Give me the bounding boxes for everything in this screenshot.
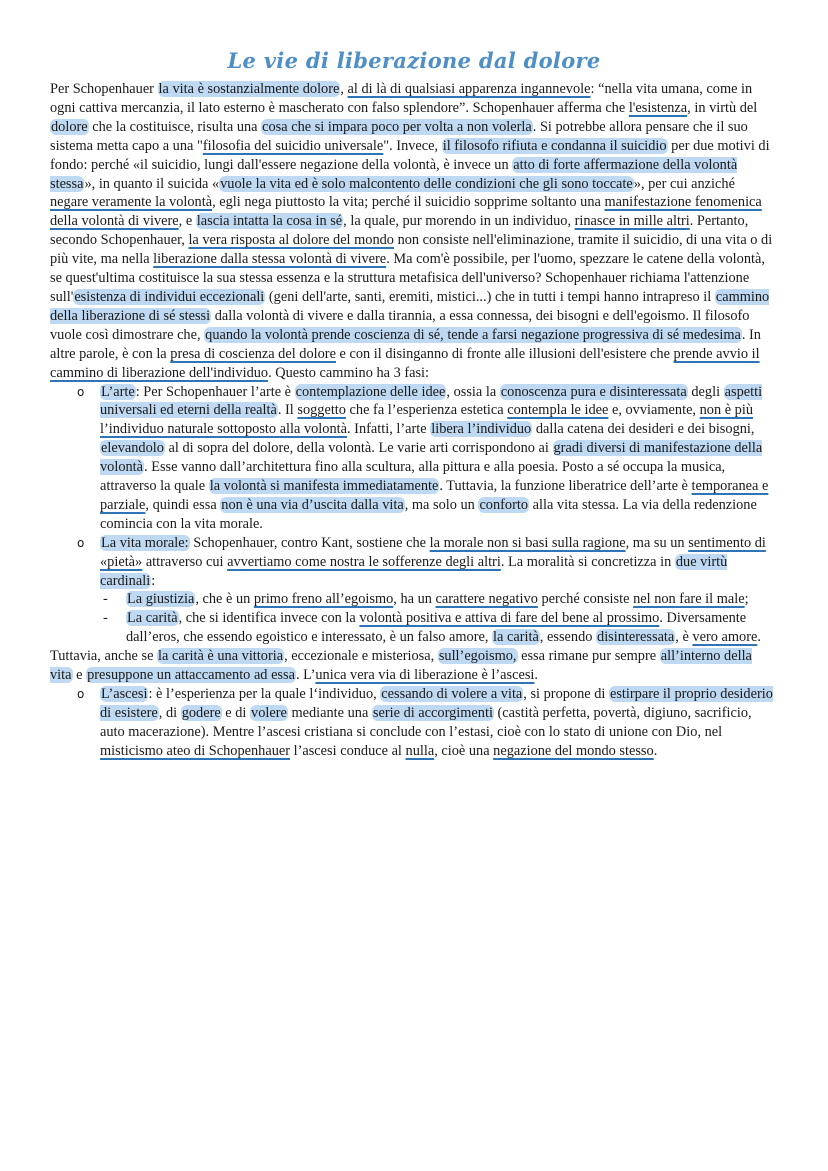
text-run: . bbox=[757, 629, 761, 646]
text-run: , egli nega piuttosto la vita; perché il suicidio sopprime soltanto una bbox=[212, 194, 605, 211]
text-run: . bbox=[534, 667, 538, 684]
text-run: », per cui anziché bbox=[633, 175, 735, 192]
virtues-list bbox=[100, 590, 775, 647]
highlighted-phrase: lascia intatta la cosa in sé bbox=[196, 213, 343, 230]
highlighted-phrase: La vita morale: bbox=[101, 534, 189, 551]
text-run: , che è un bbox=[195, 591, 254, 608]
text-run: e di bbox=[221, 704, 251, 721]
highlighted-phrase: estirpare il proprio desiderio di esistere bbox=[100, 686, 773, 721]
text-run: ; bbox=[744, 591, 749, 608]
highlighted-phrase: sull’egoismo, bbox=[438, 648, 517, 665]
highlighted-phrase: La carità bbox=[127, 610, 178, 627]
text-run: attraverso cui bbox=[142, 553, 228, 570]
highlighted-phrase: conoscenza pura e disinteressata bbox=[500, 383, 687, 400]
highlighted-phrase: la carità è una vittoria bbox=[158, 648, 284, 665]
text-run: . Infatti, l’arte bbox=[347, 421, 431, 438]
highlighted-phrase: L’arte bbox=[101, 383, 135, 400]
underlined-phrase: volontà positiva e attiva di fare del bene al prossimo bbox=[359, 610, 660, 627]
text-run: . Si potrebbe allora pensare che il suo sistema metta capo a una " bbox=[50, 118, 748, 154]
highlighted-phrase: cosa che si impara poco per volta a non volerla bbox=[262, 118, 532, 135]
underlined-phrase: vero amore bbox=[692, 629, 758, 646]
text-run: , ossia la bbox=[446, 383, 500, 400]
text-run: , si propone di bbox=[523, 686, 609, 702]
highlighted-phrase: dolore bbox=[51, 118, 88, 135]
underlined-phrase: negare veramente la volontà bbox=[50, 194, 213, 211]
underlined-phrase: temporanea e parziale bbox=[100, 478, 769, 513]
highlighted-phrase: la carità bbox=[493, 629, 539, 646]
underlined-phrase: primo freno all’egoismo bbox=[253, 591, 394, 608]
phases-list-ascesi bbox=[50, 685, 775, 761]
text-run: : è l’esperienza per la quale l‘individuo, bbox=[148, 686, 381, 702]
text-run: essa rimane pur sempre bbox=[517, 648, 660, 665]
highlighted-phrase: contemplazione delle idee bbox=[295, 383, 446, 400]
text-run: che la costituisce, risulta una bbox=[88, 118, 262, 135]
text-run: , di bbox=[158, 704, 181, 721]
intro-paragraph bbox=[50, 80, 775, 383]
highlighted-phrase: volere bbox=[251, 704, 287, 721]
underlined-phrase: filosofia del suicidio universale bbox=[202, 137, 384, 154]
text-run: , ha un bbox=[393, 591, 436, 608]
text-run: ". Invece, bbox=[383, 137, 442, 154]
underlined-phrase: nel non fare il male bbox=[633, 591, 745, 608]
text-run: l’ascesi conduce al bbox=[290, 742, 406, 759]
underlined-phrase: sentimento di «pietà» bbox=[100, 534, 766, 570]
text-run: . Esse vanno dall’architettura fino alla scultura, alla pittura e alla poesia. Posto a sé occupa la musica, attraverso la quale bbox=[100, 459, 726, 495]
document-body bbox=[50, 80, 775, 761]
text-run: , che si identifica invece con la bbox=[178, 610, 360, 627]
text-run: (castità perfetta, povertà, digiuno, sacrificio, auto macerazione). Mentre l’ascesi cristiana si conclude con l’estasi, cioè con lo stato di unione con Dio, nel bbox=[100, 704, 752, 740]
text-run: Per Schopenhauer bbox=[50, 81, 158, 97]
text-run: dalla volontà di vivere e dalla tirannia, a essa connessa, dei bisogni e dell'egoismo. Il filosofo vuole così dimostrare che, bbox=[50, 307, 750, 343]
underlined-phrase: rinasce in mille altri bbox=[574, 213, 690, 230]
underlined-phrase: la morale non si basi sulla ragione bbox=[429, 534, 626, 551]
underlined-phrase: l'esistenza bbox=[628, 99, 688, 116]
text-run: : Per Schopenhauer l’arte è bbox=[135, 383, 295, 400]
phase-moral-life-text bbox=[100, 535, 766, 589]
page-title: Le vie di liberazione dal dolore bbox=[227, 48, 601, 73]
text-run: degli bbox=[687, 383, 724, 400]
text-run: , è bbox=[675, 629, 693, 646]
text-run: , e bbox=[178, 213, 196, 230]
highlighted-phrase: gradi diversi di manifestazione della volontà bbox=[100, 440, 763, 476]
text-run: Schopenhauer, contro Kant, sostiene che bbox=[189, 534, 430, 551]
virtue-justice bbox=[100, 590, 775, 609]
highlighted-phrase: conforto bbox=[479, 496, 529, 513]
highlighted-phrase: aspetti universali ed eterni della realtà bbox=[100, 383, 763, 419]
text-run: . In altre parole, è con la bbox=[50, 326, 761, 362]
text-run: . Ma com'è possibile, per l'uomo, spezzare le catene della volontà, se quest'ultima costituisce la sua stessa essenza e la struttura metafisica dell'universo? Schopenhauer richiama l'attenzione sull' bbox=[50, 251, 765, 305]
phases-list bbox=[50, 383, 775, 648]
text-run: per due motivi di fondo: perché «il suicidio, lungi dall'essere negazione della volontà, è invece un bbox=[50, 137, 770, 173]
underlined-phrase: negazione del mondo stesso bbox=[493, 742, 654, 759]
highlighted-phrase: il filosofo rifiuta e condanna il suicidio bbox=[442, 137, 667, 154]
highlighted-phrase: La giustizia bbox=[127, 591, 195, 608]
text-run: . L’ bbox=[295, 667, 316, 684]
text-run: , quindi essa bbox=[145, 496, 221, 513]
highlighted-phrase: la volontà si manifesta immediatamente bbox=[209, 478, 439, 495]
highlighted-phrase: L’ascesi bbox=[101, 686, 148, 702]
underlined-phrase: soggetto bbox=[297, 402, 346, 419]
text-run: non consiste nell'eliminazione, tramite il suicidio, di una vita o di più vite, ma nella bbox=[50, 232, 773, 268]
highlighted-phrase: esistenza di individui eccezionali bbox=[74, 288, 265, 305]
text-run: , eccezionale e misteriosa, bbox=[284, 648, 438, 665]
text-run: e con il disinganno di fronte alle illusioni dell'esistere che bbox=[335, 345, 674, 362]
highlighted-phrase: non è una via d’uscita dalla vita bbox=[221, 496, 404, 513]
text-run: . Questo cammino ha 3 fasi: bbox=[268, 364, 430, 381]
phase-ascesi bbox=[50, 685, 775, 761]
underlined-phrase: non è più l’individuo naturale sottoposto alla volontà bbox=[100, 402, 753, 438]
text-run: e bbox=[72, 667, 87, 684]
virtue-charity-text bbox=[126, 610, 761, 645]
text-run: e, ovviamente, bbox=[608, 402, 700, 419]
highlighted-phrase: all’interno della vita bbox=[50, 648, 752, 684]
text-run: , ma su un bbox=[625, 534, 689, 551]
text-run: , la quale, pur morendo in un individuo, bbox=[343, 213, 575, 230]
underlined-phrase: manifestazione fenomenica della volontà di vivere bbox=[50, 194, 762, 230]
underlined-phrase: misticismo ateo di Schopenhauer bbox=[100, 742, 291, 759]
highlighted-phrase: serie di accorgimenti bbox=[372, 704, 493, 721]
text-run: : “nella vita umana, come in ogni cattiva mercanzia, il lato esterno è mascherato con falso splendore”. Schopenhauer afferma che bbox=[50, 81, 753, 116]
highlighted-phrase: vuole la vita ed è solo malcontento delle condizioni che gli sono toccate bbox=[220, 175, 633, 192]
virtue-charity bbox=[100, 609, 775, 647]
text-run: alla vita stessa. La via della redenzione comincia con la vita morale. bbox=[100, 496, 757, 532]
underlined-phrase: prende avvio il cammino di liberazione dell'individuo bbox=[50, 345, 760, 381]
text-run: al di sopra del dolore, della volontà. Le varie arti corrispondono ai bbox=[164, 440, 553, 457]
underlined-phrase: contempla le idee bbox=[507, 402, 609, 419]
text-run: , cioè una bbox=[434, 742, 494, 759]
text-run: . Il bbox=[277, 402, 298, 419]
text-run: . Tuttavia, la funzione liberatrice dell’arte è bbox=[439, 478, 692, 495]
highlighted-phrase: disinteressata bbox=[597, 629, 675, 646]
text-run: , ma solo un bbox=[404, 496, 479, 513]
underlined-phrase: presa di coscienza del dolore bbox=[170, 345, 336, 362]
highlighted-phrase: presuppone un attaccamento ad essa bbox=[87, 667, 295, 684]
phase-moral-life bbox=[50, 534, 775, 647]
text-run: che fa l’esperienza estetica bbox=[345, 402, 508, 419]
highlighted-phrase: cessando di volere a vita bbox=[381, 686, 523, 702]
text-run: Tuttavia, anche se bbox=[50, 648, 158, 665]
text-run: dalla catena dei desideri e dei bisogni, bbox=[532, 421, 755, 438]
highlighted-phrase: libera l’individuo bbox=[431, 421, 532, 438]
underlined-phrase: avvertiamo come nostra le sofferenze degli altri bbox=[227, 553, 501, 570]
transition-paragraph bbox=[50, 647, 775, 685]
text-run: . Pertanto, secondo Schopenhauer, bbox=[50, 213, 749, 249]
highlighted-phrase: la vita è sostanzialmente dolore bbox=[158, 81, 340, 97]
underlined-phrase: la vera risposta al dolore del mondo bbox=[188, 232, 394, 249]
text-run: : bbox=[151, 572, 156, 589]
underlined-phrase: nulla bbox=[405, 742, 435, 759]
highlighted-phrase: godere bbox=[181, 704, 221, 721]
highlighted-phrase: elevandolo bbox=[101, 440, 164, 457]
underlined-phrase: carattere negativo bbox=[435, 591, 538, 608]
highlighted-phrase: atto di forte affermazione della volontà stessa bbox=[50, 156, 738, 192]
text-run: . Diversamente dall’eros, che essendo egoistico e interessato, è un falso amore, bbox=[126, 610, 747, 646]
text-run: , bbox=[340, 81, 348, 97]
text-run: mediante una bbox=[287, 704, 372, 721]
phase-art-text bbox=[100, 384, 768, 532]
phase-ascesi-text bbox=[100, 686, 773, 759]
underlined-phrase: al di là di qualsiasi apparenza ingannevole bbox=[347, 81, 591, 97]
underlined-phrase: unica vera via di liberazione è l’ascesi bbox=[315, 667, 535, 684]
highlighted-phrase: due virtù cardinali bbox=[100, 553, 728, 589]
text-run: . La moralità si concretizza in bbox=[500, 553, 675, 570]
highlighted-phrase: quando la volontà prende coscienza di sé, tende a farsi negazione progressiva di sé medesima bbox=[205, 326, 741, 343]
text-run: perché consiste bbox=[537, 591, 634, 608]
text-run: , essendo bbox=[539, 629, 597, 646]
text-run: , in virtù del bbox=[687, 99, 758, 116]
underlined-phrase: liberazione dalla stessa volontà di vivere bbox=[153, 251, 387, 268]
highlighted-phrase: cammino della liberazione di sé stessi bbox=[50, 288, 770, 324]
text-run: », in quanto il suicida « bbox=[84, 175, 220, 192]
text-run: (geni dell'arte, santi, eremiti, mistici...) che in tutti i tempi hanno intrapreso il bbox=[265, 288, 715, 305]
text-run: . bbox=[653, 742, 658, 759]
phase-art bbox=[50, 383, 775, 534]
virtue-justice-text bbox=[126, 591, 749, 607]
